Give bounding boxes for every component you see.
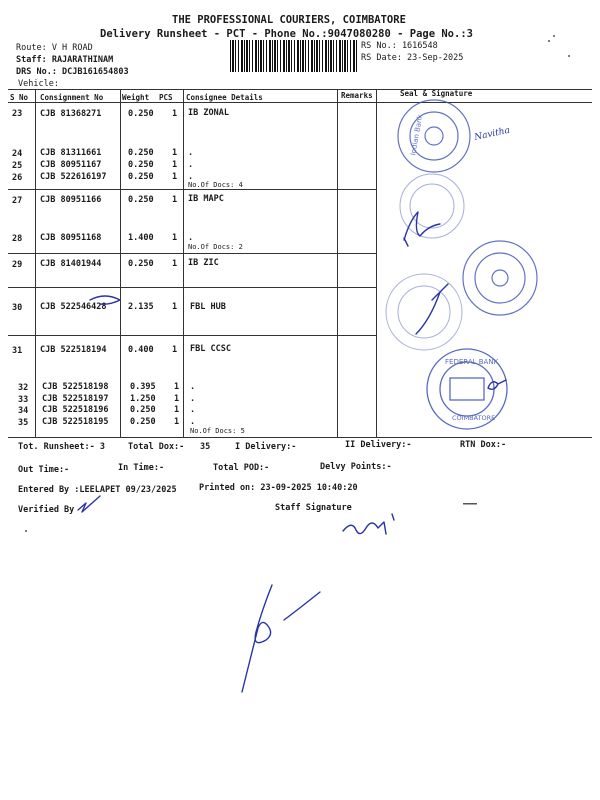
row-sno: 26 — [12, 173, 23, 183]
row-weight: 0.250 — [130, 405, 156, 415]
col-header-consignee: Consignee Details — [186, 93, 263, 102]
row-consignee: FBL CCSC — [190, 344, 231, 354]
row-sno: 23 — [12, 109, 23, 119]
row-weight: 0.250 — [130, 417, 156, 427]
total-dox-label: Total Dox:- — [128, 442, 185, 452]
row-consignment: CJB 80951167 — [40, 160, 102, 170]
handwritten-navitha: Navitha — [473, 125, 511, 143]
tick-mark — [90, 296, 120, 304]
tot-runsheet: Tot. Runsheet:- 3 — [18, 442, 105, 452]
row-weight: 0.250 — [128, 172, 154, 182]
ii-delivery: II Delivery:- — [345, 440, 412, 450]
row-consignee: . — [188, 172, 194, 182]
round-stamp-4 — [386, 274, 462, 350]
row-pcs: 1 — [172, 233, 178, 243]
row-consignment: CJB 522518195 — [42, 417, 109, 427]
row-pcs: 1 — [172, 345, 178, 355]
row-weight: 0.395 — [130, 382, 156, 392]
col-header-weight: Weight — [122, 93, 150, 102]
row-sno: 31 — [12, 346, 23, 356]
row-sno: 24 — [12, 149, 23, 159]
signature-mark — [416, 284, 448, 334]
row-weight: 0.250 — [128, 259, 154, 269]
row-pcs: 1 — [174, 417, 180, 427]
row-consignee: . — [190, 417, 196, 427]
row-pcs: 1 — [172, 160, 178, 170]
row-consignment: CJB 522616197 — [40, 172, 107, 182]
entered-by: Entered By :LEELAPET 09/23/2025 — [18, 485, 177, 495]
row-sno: 30 — [12, 303, 23, 313]
row-weight: 1.250 — [130, 394, 156, 404]
row-consignment: CJB 522546428 — [40, 302, 107, 312]
staff-signature-label: Staff Signature — [275, 503, 352, 513]
col-header-sno: S No — [10, 93, 29, 102]
total-dox-value: 35 — [200, 442, 211, 452]
large-signature — [284, 592, 320, 620]
row-weight: 2.135 — [128, 302, 154, 312]
row-sno: 27 — [12, 196, 23, 206]
doc-count-note: No.Of Docs: 4 — [188, 181, 243, 189]
federal-bank-stamp-text: FEDERAL BANK — [445, 358, 499, 366]
row-consignee: . — [188, 233, 194, 243]
rs-date: RS Date: 23-Sep-2025 — [361, 53, 464, 63]
runsheet-subtitle: Delivery Runsheet - PCT - Phone No.:9047080280 - Page No.:3 — [100, 28, 473, 40]
row-sno: 28 — [12, 234, 23, 244]
row-consignment: CJB 81401944 — [40, 259, 102, 269]
specks — [25, 35, 570, 532]
out-time: Out Time:- — [18, 465, 70, 475]
in-time: In Time:- — [118, 463, 165, 473]
row-consignee: IB MAPC — [188, 194, 224, 204]
row-consignment: CJB 522518197 — [42, 394, 109, 404]
staff-label: Staff: RAJARATHINAM — [16, 55, 114, 65]
delvy-points: Delvy Points:- — [320, 462, 392, 472]
row-pcs: 1 — [172, 195, 178, 205]
row-consignee: . — [188, 160, 194, 170]
row-weight: 0.400 — [128, 345, 154, 355]
row-pcs: 1 — [174, 394, 180, 404]
row-sno: 33 — [18, 395, 29, 405]
row-sno: 32 — [18, 383, 29, 393]
signature-mark — [404, 238, 408, 246]
route-label: Route: V H ROAD — [16, 43, 93, 53]
row-consignee: . — [190, 394, 196, 404]
row-pcs: 1 — [172, 172, 178, 182]
row-consignment: CJB 522518198 — [42, 382, 109, 392]
row-pcs: 1 — [172, 148, 178, 158]
rtn-dox: RTN Dox:- — [460, 440, 507, 450]
col-header-pcs: PCS — [159, 93, 173, 102]
row-sno: 29 — [12, 260, 23, 270]
row-sno: 35 — [18, 418, 29, 428]
row-pcs: 1 — [172, 259, 178, 269]
verified-signature — [78, 496, 100, 512]
row-pcs: 1 — [174, 405, 180, 415]
indian-bank-stamp-text: Indian Bank — [409, 113, 425, 157]
coimbatore-stamp-text: COIMBATORE — [452, 414, 496, 422]
row-sno: 34 — [18, 406, 29, 416]
row-consignment: CJB 80951166 — [40, 195, 102, 205]
signature-mark — [488, 380, 506, 389]
row-consignment: CJB 81311661 — [40, 148, 102, 158]
row-consignment: CJB 522518194 — [40, 345, 107, 355]
row-weight: 0.250 — [128, 148, 154, 158]
staff-signature — [343, 514, 394, 534]
federal-bank-stamp — [427, 349, 507, 429]
col-header-consignment: Consignment No — [40, 93, 104, 102]
row-weight: 1.400 — [128, 233, 154, 243]
printed-on: Printed on: 23-09-2025 10:40:20 — [199, 483, 358, 493]
row-weight: 0.250 — [128, 195, 154, 205]
doc-count-note: No.Of Docs: 2 — [188, 243, 243, 251]
row-weight: 0.250 — [128, 109, 154, 119]
i-delivery: I Delivery:- — [235, 442, 297, 452]
row-consignee: . — [190, 382, 196, 392]
rs-number: RS No.: 1616548 — [361, 41, 438, 51]
large-signature — [242, 585, 272, 692]
row-consignment: CJB 80951168 — [40, 233, 102, 243]
total-pod: Total POD:- — [213, 463, 270, 473]
row-sno: 25 — [12, 161, 23, 171]
col-header-seal: Seal & Signature — [400, 89, 473, 98]
indian-bank-stamp — [398, 100, 470, 172]
row-consignment: CJB 522518196 — [42, 405, 109, 415]
col-header-remarks: Remarks — [341, 91, 373, 100]
company-title: THE PROFESSIONAL COURIERS, COIMBATORE — [172, 14, 406, 26]
vehicle-label: Vehicle: — [18, 79, 59, 89]
drs-number: DRS No.: DCJB161654803 — [16, 67, 129, 77]
verified-by: Verified By — [18, 505, 75, 515]
row-pcs: 1 — [172, 302, 178, 312]
row-consignee: . — [188, 148, 194, 158]
row-consignee: IB ZIC — [188, 258, 219, 268]
doc-count-note: No.Of Docs: 5 — [190, 427, 245, 435]
row-pcs: 1 — [174, 382, 180, 392]
signatures — [78, 126, 511, 692]
round-stamp-3 — [463, 241, 537, 315]
row-pcs: 1 — [172, 109, 178, 119]
row-consignment: CJB 81368271 — [40, 109, 102, 119]
row-weight: 0.250 — [128, 160, 154, 170]
row-consignee: IB ZONAL — [188, 108, 229, 118]
row-consignee: . — [190, 405, 196, 415]
round-stamp-2 — [400, 174, 464, 238]
row-consignee: FBL HUB — [190, 302, 226, 312]
